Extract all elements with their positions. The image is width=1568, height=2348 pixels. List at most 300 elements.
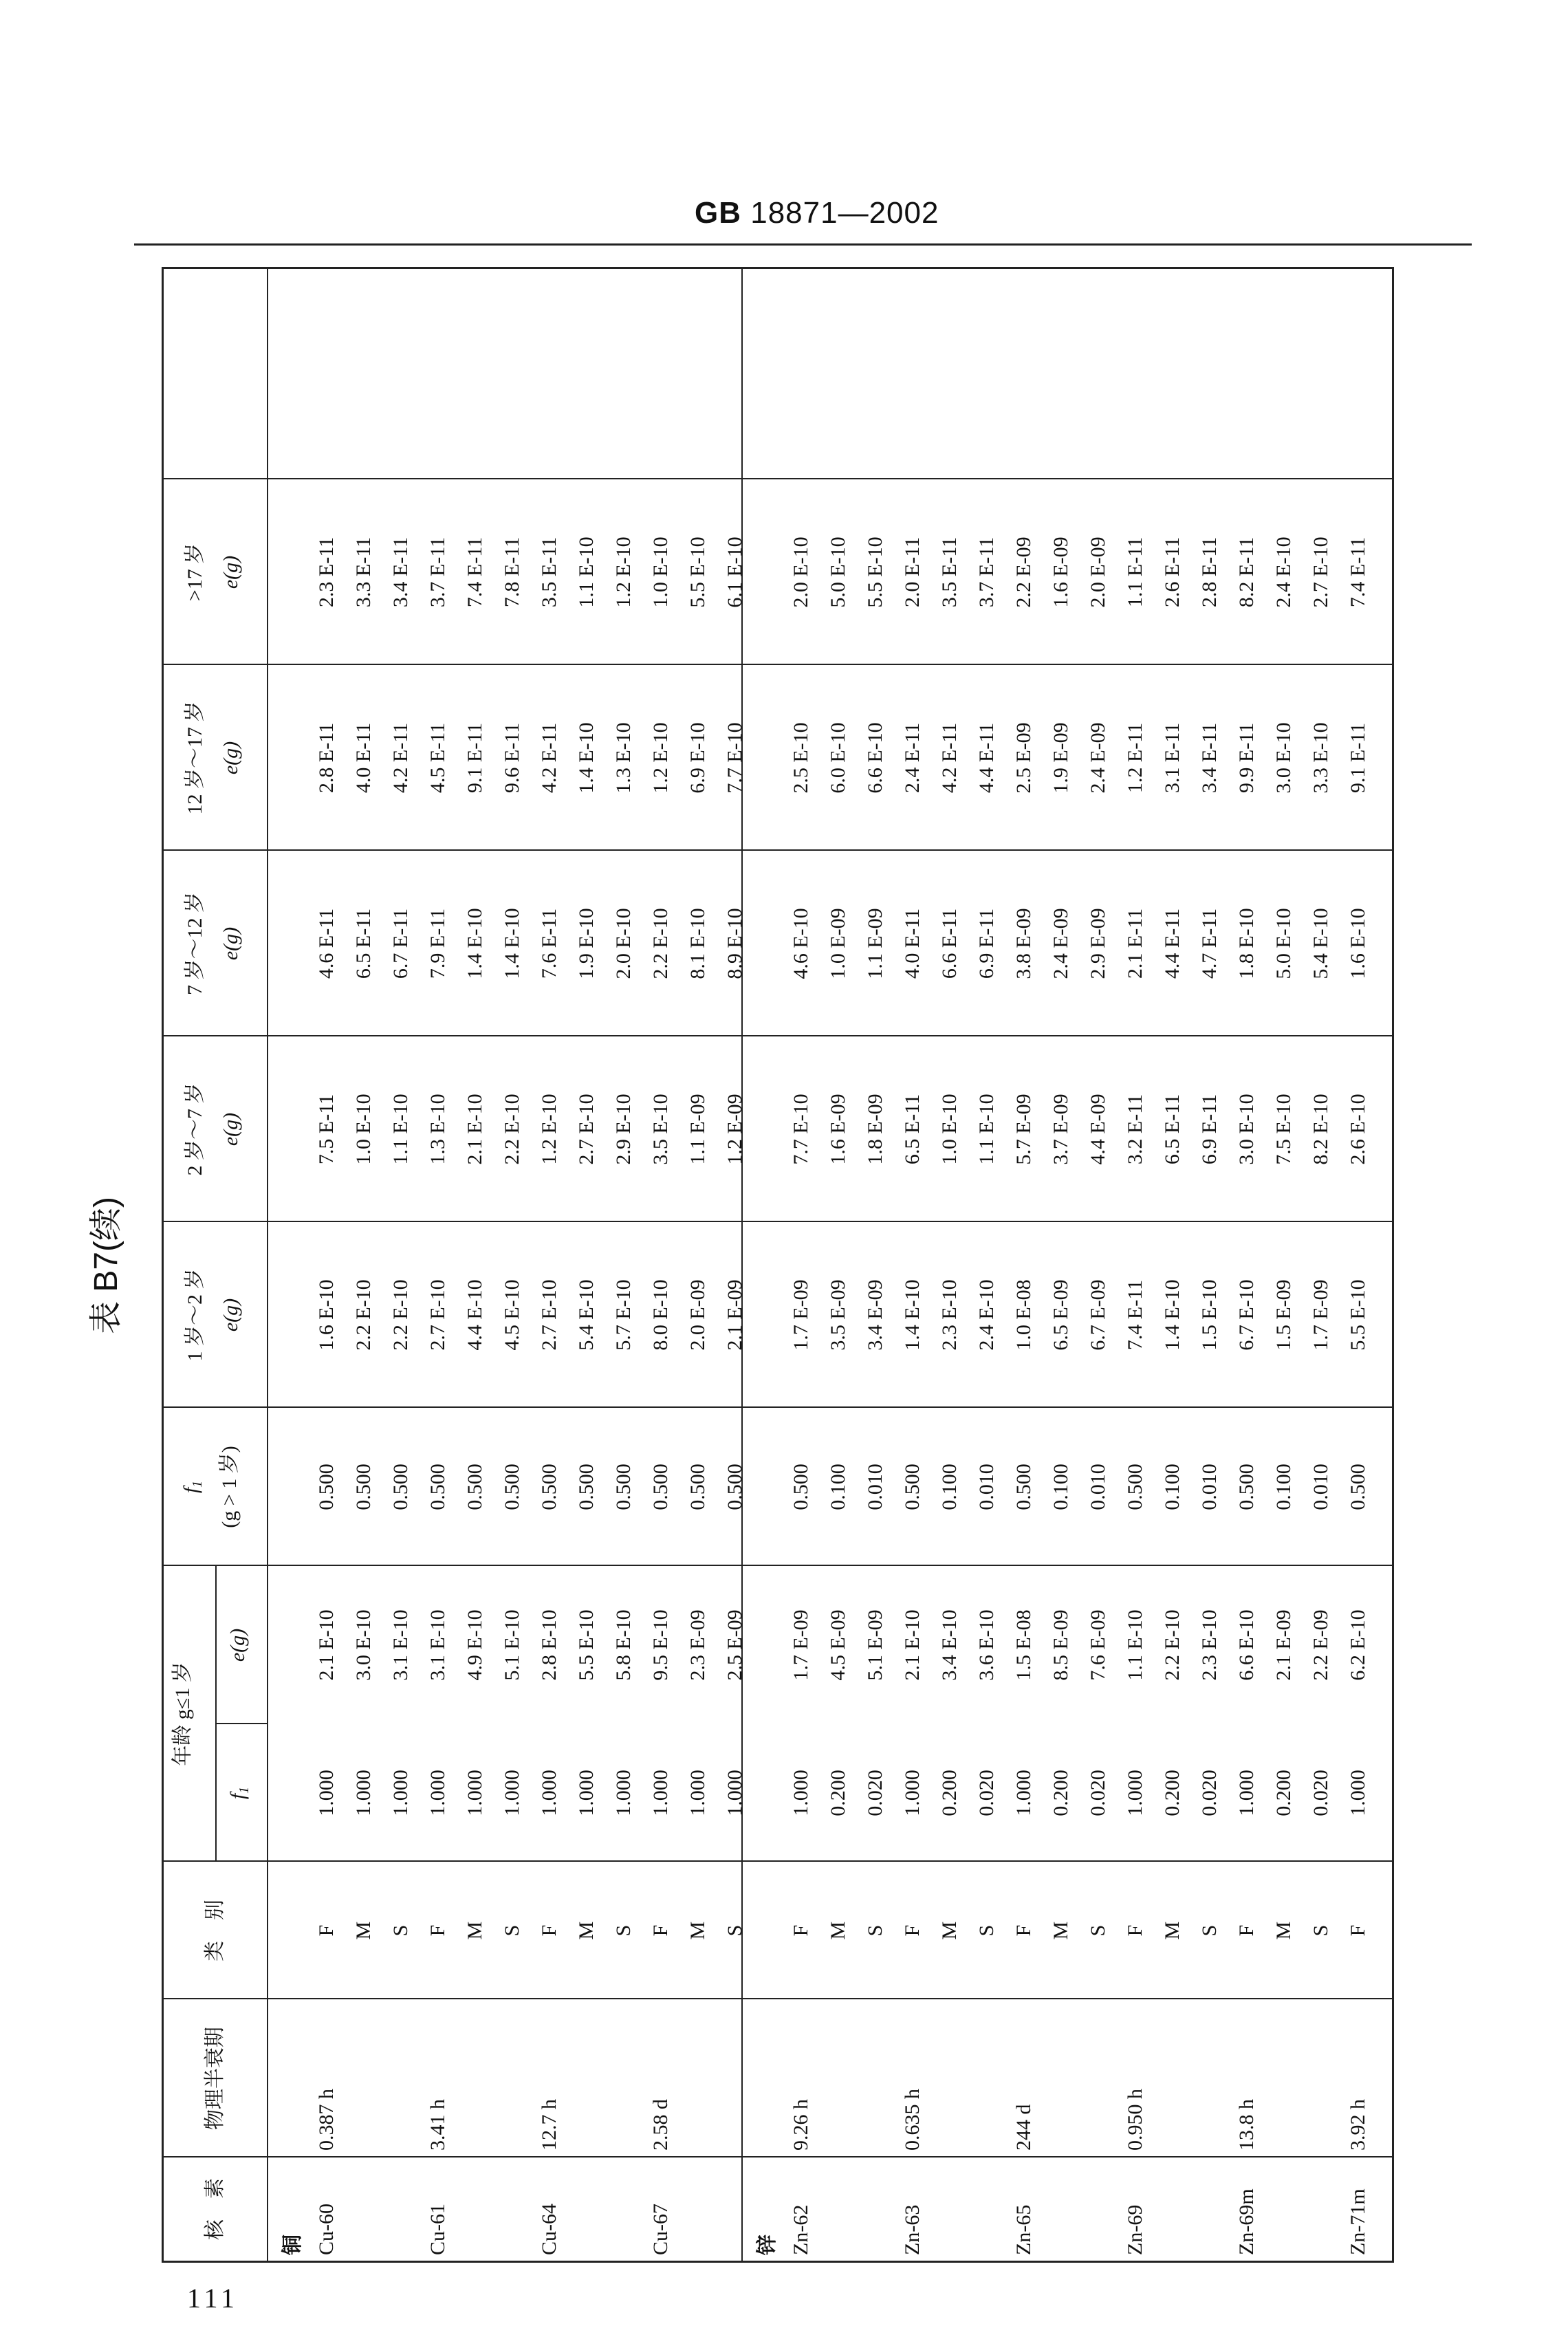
cell-e-7-12: 1.9 E-10 xyxy=(575,908,598,979)
cell-nuclide: Cu-60 xyxy=(315,2204,338,2255)
cell-f1-inf: 0.020 xyxy=(864,1770,886,1816)
header-age-7-12: 7 岁～12 岁 xyxy=(184,892,206,995)
cell-e-inf: 9.5 E-10 xyxy=(649,1609,672,1681)
cell-e-gt17: 3.3 E-11 xyxy=(352,536,375,608)
cell-f1-inf: 1.000 xyxy=(686,1770,709,1816)
cell-nuclide: Cu-61 xyxy=(426,2204,449,2255)
table-row xyxy=(1080,269,1117,2261)
cell-e-12-17: 4.2 E-11 xyxy=(538,722,560,794)
cell-f1: 0.500 xyxy=(790,1464,812,1510)
cell-e-12-17: 6.9 E-10 xyxy=(686,722,709,794)
cell-e-gt17: 1.2 E-10 xyxy=(612,536,635,608)
cell-half-life xyxy=(717,2006,754,2151)
header-age-12-17: 12 岁～17 岁 xyxy=(184,701,206,815)
cell-f1-inf: 0.020 xyxy=(975,1770,998,1816)
cell-f1-inf: 1.000 xyxy=(612,1770,635,1816)
cell-e-2-7: 2.6 E-10 xyxy=(1347,1094,1369,1165)
cell-e-7-12: 6.9 E-11 xyxy=(975,908,998,979)
cell-e-gt17: 2.0 E-10 xyxy=(790,536,812,608)
cell-e-1-2: 8.0 E-10 xyxy=(649,1279,672,1351)
cell-f1-inf: 0.020 xyxy=(1198,1770,1221,1816)
cell-e-2-7: 1.1 E-10 xyxy=(389,1094,412,1165)
cell-f1-inf: 1.000 xyxy=(501,1770,523,1816)
cell-e-12-17: 9.1 E-11 xyxy=(464,722,486,794)
cell-class: M xyxy=(938,1921,961,1940)
cell-e-7-12: 8.1 E-10 xyxy=(686,908,709,979)
cell-e-inf: 2.2 E-10 xyxy=(1161,1609,1184,1681)
cell-half-life xyxy=(931,2006,968,2151)
cell-e-7-12: 4.6 E-11 xyxy=(315,908,338,979)
cell-e-2-7: 8.2 E-10 xyxy=(1309,1094,1332,1165)
cell-e-7-12: 7.9 E-11 xyxy=(426,908,449,979)
cell-e-2-7: 1.3 E-10 xyxy=(426,1094,449,1165)
cell-e-1-2: 4.4 E-10 xyxy=(464,1279,486,1351)
cell-e-7-12: 6.6 E-11 xyxy=(938,908,961,979)
cell-half-life xyxy=(568,2006,605,2151)
cell-e-inf: 2.5 E-09 xyxy=(723,1609,746,1681)
cell-f1-inf: 0.200 xyxy=(938,1770,961,1816)
header-age-gt17: >17 岁 xyxy=(184,543,206,602)
cell-f1: 0.100 xyxy=(1049,1464,1072,1510)
cell-e-1-2: 1.4 E-10 xyxy=(1161,1279,1184,1351)
cell-e-2-7: 6.5 E-11 xyxy=(1161,1094,1184,1165)
cell-e-12-17: 7.7 E-10 xyxy=(723,722,746,794)
cell-e-1-2: 2.2 E-10 xyxy=(352,1279,375,1351)
cell-class: S xyxy=(975,1924,998,1937)
cell-e-7-12: 4.4 E-11 xyxy=(1161,908,1184,979)
header-f1-infant xyxy=(226,1724,257,1862)
cell-f1-inf: 0.200 xyxy=(827,1770,849,1816)
header-e-infant: e(g) xyxy=(226,1628,249,1662)
table-header xyxy=(164,269,268,2261)
cell-e-12-17: 4.5 E-11 xyxy=(426,722,449,794)
cell-class: F xyxy=(901,1924,924,1937)
cell-e-inf: 3.4 E-10 xyxy=(938,1609,961,1681)
cell-e-1-2: 6.5 E-09 xyxy=(1049,1279,1072,1351)
cell-f1: 0.500 xyxy=(1124,1464,1146,1510)
cell-e-12-17: 1.4 E-10 xyxy=(575,722,598,794)
cell-f1: 0.500 xyxy=(538,1464,560,1510)
cell-nuclide xyxy=(1043,2159,1080,2255)
cell-f1: 0.500 xyxy=(901,1464,924,1510)
table-row xyxy=(1043,269,1080,2261)
cell-f1: 0.010 xyxy=(1087,1464,1109,1510)
cell-f1: 0.500 xyxy=(464,1464,486,1510)
cell-f1: 0.010 xyxy=(864,1464,886,1510)
cell-f1: 0.500 xyxy=(1012,1464,1035,1510)
cell-f1: 0.100 xyxy=(827,1464,849,1510)
header-age-1-2: 1 岁～2 岁 xyxy=(184,1268,206,1362)
cell-e-inf: 6.2 E-10 xyxy=(1347,1609,1369,1681)
table-row xyxy=(382,269,420,2261)
cell-f1-inf: 0.200 xyxy=(1049,1770,1072,1816)
cell-e-1-2: 2.1 E-09 xyxy=(723,1279,746,1351)
cell-half-life xyxy=(345,2006,382,2151)
cell-e-7-12: 1.1 E-09 xyxy=(864,908,886,979)
cell-e-7-12: 4.0 E-11 xyxy=(901,908,924,979)
cell-e-7-12: 5.4 E-10 xyxy=(1309,908,1332,979)
table-row xyxy=(531,269,568,2261)
cell-f1-inf: 1.000 xyxy=(389,1770,412,1816)
header-f1-infant-letter: f xyxy=(226,1793,249,1800)
cell-e-7-12: 2.0 E-10 xyxy=(612,908,635,979)
cell-f1: 0.500 xyxy=(1235,1464,1258,1510)
cell-e-2-7: 7.5 E-10 xyxy=(1272,1094,1295,1165)
cell-e-gt17: 1.1 E-11 xyxy=(1124,536,1146,608)
header-class: 类 别 xyxy=(204,1900,226,1961)
table-row xyxy=(1154,269,1191,2261)
cell-nuclide xyxy=(1191,2159,1228,2255)
cell-e-1-2: 6.7 E-09 xyxy=(1087,1279,1109,1351)
cell-e-gt17: 8.2 E-11 xyxy=(1235,536,1258,608)
cell-e-gt17: 5.5 E-10 xyxy=(864,536,886,608)
cell-class: M xyxy=(827,1921,849,1940)
cell-f1-inf: 1.000 xyxy=(426,1770,449,1816)
cell-class: F xyxy=(649,1924,672,1937)
cell-e-7-12: 2.4 E-09 xyxy=(1049,908,1072,979)
cell-e-gt17: 1.1 E-10 xyxy=(575,536,598,608)
cell-class: F xyxy=(1347,1924,1369,1937)
cell-e-inf: 4.5 E-09 xyxy=(827,1609,849,1681)
cell-half-life xyxy=(1265,2006,1303,2151)
cell-e-7-12: 2.1 E-11 xyxy=(1124,908,1146,979)
cell-e-7-12: 3.8 E-09 xyxy=(1012,908,1035,979)
cell-class: M xyxy=(686,1921,709,1940)
cell-e-inf: 3.0 E-10 xyxy=(352,1609,375,1681)
cell-e-12-17: 2.4 E-11 xyxy=(901,722,924,794)
cell-e-12-17: 6.6 E-10 xyxy=(864,722,886,794)
cell-f1-inf: 1.000 xyxy=(538,1770,560,1816)
cell-half-life: 12.7 h xyxy=(538,2099,560,2151)
cell-f1: 0.500 xyxy=(501,1464,523,1510)
table-row xyxy=(420,269,457,2261)
cell-e-1-2: 7.4 E-11 xyxy=(1124,1279,1146,1351)
cell-e-inf: 1.7 E-09 xyxy=(790,1609,812,1681)
cell-e-1-2: 2.4 E-10 xyxy=(975,1279,998,1351)
table-row xyxy=(783,269,820,2261)
cell-e-1-2: 2.7 E-10 xyxy=(426,1279,449,1351)
cell-e-inf: 2.8 E-10 xyxy=(538,1609,560,1681)
cell-e-2-7: 1.0 E-10 xyxy=(352,1094,375,1165)
cell-class: F xyxy=(538,1924,560,1937)
cell-nuclide xyxy=(717,2159,754,2255)
cell-e-2-7: 3.0 E-10 xyxy=(1235,1094,1258,1165)
cell-class: M xyxy=(352,1921,375,1940)
cell-e-gt17: 6.1 E-10 xyxy=(723,536,746,608)
cell-e-12-17: 9.9 E-11 xyxy=(1235,722,1258,794)
table-row xyxy=(1191,269,1228,2261)
cell-e-12-17: 1.2 E-11 xyxy=(1124,722,1146,794)
cell-f1-inf: 0.020 xyxy=(1309,1770,1332,1816)
cell-f1: 0.500 xyxy=(389,1464,412,1510)
header-f1-older-condition: (g > 1 岁) xyxy=(218,1446,241,1528)
cell-e-1-2: 1.4 E-10 xyxy=(901,1279,924,1351)
cell-e-12-17: 3.0 E-10 xyxy=(1272,722,1295,794)
cell-e-7-12: 1.0 E-09 xyxy=(827,908,849,979)
cell-nuclide: Cu-64 xyxy=(538,2204,560,2255)
cell-nuclide: Zn-69m xyxy=(1235,2188,1258,2255)
cell-e-2-7: 2.1 E-10 xyxy=(464,1094,486,1165)
cell-e-1-2: 1.7 E-09 xyxy=(1309,1279,1332,1351)
cell-e-1-2: 5.5 E-10 xyxy=(1347,1279,1369,1351)
cell-e-2-7: 7.5 E-11 xyxy=(315,1094,338,1165)
cell-e-2-7: 1.6 E-09 xyxy=(827,1094,849,1165)
cell-e-1-2: 1.6 E-10 xyxy=(315,1279,338,1351)
cell-f1: 0.100 xyxy=(1272,1464,1295,1510)
cell-nuclide: Zn-71m xyxy=(1347,2188,1369,2255)
cell-f1-inf: 1.000 xyxy=(352,1770,375,1816)
element-group-label: 铜 xyxy=(281,2235,304,2255)
cell-f1: 0.500 xyxy=(612,1464,635,1510)
cell-e-gt17: 2.2 E-09 xyxy=(1012,536,1035,608)
cell-class: M xyxy=(575,1921,598,1940)
cell-e-12-17: 4.2 E-11 xyxy=(389,722,412,794)
cell-e-1-2: 3.4 E-09 xyxy=(864,1279,886,1351)
cell-e-gt17: 2.3 E-11 xyxy=(315,536,338,608)
cell-e-1-2: 1.5 E-10 xyxy=(1198,1279,1221,1351)
dose-coefficient-table xyxy=(162,267,1394,2263)
cell-class: M xyxy=(1272,1921,1295,1940)
cell-f1: 0.500 xyxy=(1347,1464,1369,1510)
cell-nuclide: Zn-63 xyxy=(901,2204,924,2255)
cell-half-life: 0.387 h xyxy=(315,2089,338,2151)
standard-code: GB xyxy=(695,196,741,230)
cell-e-inf: 5.5 E-10 xyxy=(575,1609,598,1681)
cell-nuclide xyxy=(568,2159,605,2255)
cell-f1-inf: 1.000 xyxy=(1235,1770,1258,1816)
cell-e-inf: 6.6 E-10 xyxy=(1235,1609,1258,1681)
cell-e-1-2: 3.5 E-09 xyxy=(827,1279,849,1351)
cell-class: F xyxy=(315,1924,338,1937)
cell-e-inf: 3.1 E-10 xyxy=(389,1609,412,1681)
cell-e-inf: 2.1 E-10 xyxy=(901,1609,924,1681)
cell-e-inf: 2.3 E-09 xyxy=(686,1609,709,1681)
cell-class: S xyxy=(389,1924,412,1937)
cell-e-2-7: 1.1 E-10 xyxy=(975,1094,998,1165)
header-e-12-17: e(g) xyxy=(219,741,242,775)
cell-e-2-7: 3.7 E-09 xyxy=(1049,1094,1072,1165)
table-row xyxy=(857,269,894,2261)
cell-e-gt17: 3.5 E-11 xyxy=(938,536,961,608)
cell-nuclide xyxy=(494,2159,531,2255)
cell-e-12-17: 4.2 E-11 xyxy=(938,722,961,794)
cell-half-life: 9.26 h xyxy=(790,2099,812,2151)
cell-e-2-7: 1.0 E-10 xyxy=(938,1094,961,1165)
cell-nuclide xyxy=(457,2159,494,2255)
cell-e-inf: 2.1 E-09 xyxy=(1272,1609,1295,1681)
cell-e-12-17: 4.0 E-11 xyxy=(352,722,375,794)
cell-class: S xyxy=(723,1924,746,1937)
cell-class: F xyxy=(790,1924,812,1937)
cell-nuclide xyxy=(968,2159,1005,2255)
cell-half-life xyxy=(1191,2006,1228,2151)
cell-f1-inf: 1.000 xyxy=(901,1770,924,1816)
cell-nuclide: Cu-67 xyxy=(649,2204,672,2255)
cell-e-12-17: 2.5 E-09 xyxy=(1012,722,1035,794)
cell-e-inf: 2.3 E-10 xyxy=(1198,1609,1221,1681)
cell-e-2-7: 2.7 E-10 xyxy=(575,1094,598,1165)
header-age-infant: 年龄 g≤1 岁 xyxy=(171,1662,194,1766)
cell-e-7-12: 1.4 E-10 xyxy=(464,908,486,979)
cell-e-2-7: 2.9 E-10 xyxy=(612,1094,635,1165)
cell-e-1-2: 2.2 E-10 xyxy=(389,1279,412,1351)
cell-half-life: 244 d xyxy=(1012,2104,1035,2151)
cell-f1: 0.010 xyxy=(1198,1464,1221,1510)
cell-f1-inf: 1.000 xyxy=(1012,1770,1035,1816)
cell-e-12-17: 2.8 E-11 xyxy=(315,722,338,794)
cell-class: F xyxy=(426,1924,449,1937)
cell-e-1-2: 1.7 E-09 xyxy=(790,1279,812,1351)
cell-nuclide: Zn-62 xyxy=(790,2204,812,2255)
cell-e-gt17: 3.7 E-11 xyxy=(975,536,998,608)
cell-e-inf: 1.1 E-10 xyxy=(1124,1609,1146,1681)
cell-e-gt17: 2.4 E-10 xyxy=(1272,536,1295,608)
cell-class: F xyxy=(1235,1924,1258,1937)
cell-half-life xyxy=(857,2006,894,2151)
table-row xyxy=(894,269,931,2261)
cell-nuclide: Zn-65 xyxy=(1012,2204,1035,2255)
header-f1-older xyxy=(179,1408,210,1566)
cell-f1-inf: 1.000 xyxy=(1347,1770,1369,1816)
cell-e-7-12: 1.8 E-10 xyxy=(1235,908,1258,979)
cell-class: S xyxy=(612,1924,635,1937)
cell-e-inf: 2.2 E-09 xyxy=(1309,1609,1332,1681)
cell-nuclide xyxy=(1265,2159,1303,2255)
cell-f1: 0.010 xyxy=(1309,1464,1332,1510)
table-row xyxy=(1340,269,1377,2261)
cell-f1-inf: 1.000 xyxy=(464,1770,486,1816)
cell-e-inf: 5.8 E-10 xyxy=(612,1609,635,1681)
cell-nuclide xyxy=(857,2159,894,2255)
cell-nuclide xyxy=(345,2159,382,2255)
cell-e-2-7: 4.4 E-09 xyxy=(1087,1094,1109,1165)
header-subrule xyxy=(215,1566,217,1862)
cell-e-gt17: 5.5 E-10 xyxy=(686,536,709,608)
cell-e-2-7: 2.2 E-10 xyxy=(501,1094,523,1165)
table-row xyxy=(1265,269,1303,2261)
cell-e-12-17: 3.1 E-11 xyxy=(1161,722,1184,794)
cell-class: F xyxy=(1012,1924,1035,1937)
table-row xyxy=(931,269,968,2261)
cell-half-life: 3.92 h xyxy=(1347,2099,1369,2151)
cell-e-7-12: 6.5 E-11 xyxy=(352,908,375,979)
table-row xyxy=(679,269,717,2261)
cell-e-1-2: 5.7 E-10 xyxy=(612,1279,635,1351)
cell-e-12-17: 6.0 E-10 xyxy=(827,722,849,794)
cell-e-2-7: 6.9 E-11 xyxy=(1198,1094,1221,1165)
cell-e-inf: 5.1 E-10 xyxy=(501,1609,523,1681)
cell-f1-inf: 0.200 xyxy=(1161,1770,1184,1816)
cell-class: M xyxy=(1161,1921,1184,1940)
cell-e-12-17: 1.3 E-10 xyxy=(612,722,635,794)
header-f1-infant-subscript: 1 xyxy=(237,1786,252,1794)
cell-nuclide xyxy=(1303,2159,1340,2255)
cell-e-inf: 4.9 E-10 xyxy=(464,1609,486,1681)
cell-half-life: 0.635 h xyxy=(901,2089,924,2151)
cell-e-7-12: 5.0 E-10 xyxy=(1272,908,1295,979)
cell-e-1-2: 2.3 E-10 xyxy=(938,1279,961,1351)
cell-e-inf: 7.6 E-09 xyxy=(1087,1609,1109,1681)
page-number: 111 xyxy=(187,2283,239,2314)
cell-nuclide xyxy=(1154,2159,1191,2255)
cell-f1-inf: 0.200 xyxy=(1272,1770,1295,1816)
cell-f1-inf: 1.000 xyxy=(649,1770,672,1816)
header-e-2-7: e(g) xyxy=(219,1112,242,1146)
table-row xyxy=(820,269,857,2261)
table-row xyxy=(968,269,1005,2261)
cell-nuclide xyxy=(605,2159,642,2255)
cell-e-gt17: 7.4 E-11 xyxy=(1347,536,1369,608)
cell-e-gt17: 7.4 E-11 xyxy=(464,536,486,608)
cell-class: S xyxy=(1087,1924,1109,1937)
cell-e-1-2: 5.4 E-10 xyxy=(575,1279,598,1351)
cell-e-1-2: 1.5 E-09 xyxy=(1272,1279,1295,1351)
cell-half-life xyxy=(1043,2006,1080,2151)
cell-e-2-7: 7.7 E-10 xyxy=(790,1094,812,1165)
cell-f1-inf: 1.000 xyxy=(723,1770,746,1816)
cell-f1: 0.010 xyxy=(975,1464,998,1510)
cell-e-inf: 8.5 E-09 xyxy=(1049,1609,1072,1681)
header-subdivider xyxy=(215,1723,267,1724)
cell-e-1-2: 1.0 E-08 xyxy=(1012,1279,1035,1351)
cell-e-7-12: 4.7 E-11 xyxy=(1198,908,1221,979)
cell-e-gt17: 3.5 E-11 xyxy=(538,536,560,608)
cell-f1-inf: 1.000 xyxy=(575,1770,598,1816)
cell-e-gt17: 5.0 E-10 xyxy=(827,536,849,608)
header-f1-older-letter: f xyxy=(179,1487,202,1494)
table-caption: 表 B7(续) xyxy=(88,1196,124,1335)
cell-half-life xyxy=(494,2006,531,2151)
cell-e-inf: 5.1 E-09 xyxy=(864,1609,886,1681)
cell-e-2-7: 3.5 E-10 xyxy=(649,1094,672,1165)
cell-e-1-2: 2.0 E-09 xyxy=(686,1279,709,1351)
cell-nuclide xyxy=(820,2159,857,2255)
cell-e-1-2: 4.5 E-10 xyxy=(501,1279,523,1351)
table-row xyxy=(494,269,531,2261)
cell-nuclide xyxy=(931,2159,968,2255)
header-e-1-2: e(g) xyxy=(219,1298,242,1332)
cell-f1: 0.500 xyxy=(315,1464,338,1510)
cell-e-12-17: 3.3 E-10 xyxy=(1309,722,1332,794)
cell-e-7-12: 2.2 E-10 xyxy=(649,908,672,979)
cell-e-2-7: 1.8 E-09 xyxy=(864,1094,886,1165)
cell-e-7-12: 1.4 E-10 xyxy=(501,908,523,979)
cell-half-life xyxy=(457,2006,494,2151)
cell-half-life xyxy=(382,2006,420,2151)
cell-half-life xyxy=(968,2006,1005,2151)
table-row xyxy=(457,269,494,2261)
cell-f1: 0.500 xyxy=(723,1464,746,1510)
cell-f1-inf: 1.000 xyxy=(1124,1770,1146,1816)
cell-nuclide xyxy=(679,2159,717,2255)
cell-f1-inf: 0.020 xyxy=(1087,1770,1109,1816)
cell-class: F xyxy=(1124,1924,1146,1937)
table-row xyxy=(568,269,605,2261)
cell-e-7-12: 7.6 E-11 xyxy=(538,908,560,979)
cell-class: S xyxy=(1198,1924,1221,1937)
cell-e-inf: 2.1 E-10 xyxy=(315,1609,338,1681)
cell-half-life: 2.58 d xyxy=(649,2099,672,2151)
header-half-life: 物理半衰期 xyxy=(204,2027,226,2130)
cell-class: S xyxy=(864,1924,886,1937)
cell-e-2-7: 1.2 E-09 xyxy=(723,1094,746,1165)
cell-e-gt17: 2.7 E-10 xyxy=(1309,536,1332,608)
cell-e-2-7: 6.5 E-11 xyxy=(901,1094,924,1165)
cell-e-1-2: 2.7 E-10 xyxy=(538,1279,560,1351)
table-row xyxy=(642,269,679,2261)
cell-e-gt17: 2.6 E-11 xyxy=(1161,536,1184,608)
table-row xyxy=(345,269,382,2261)
